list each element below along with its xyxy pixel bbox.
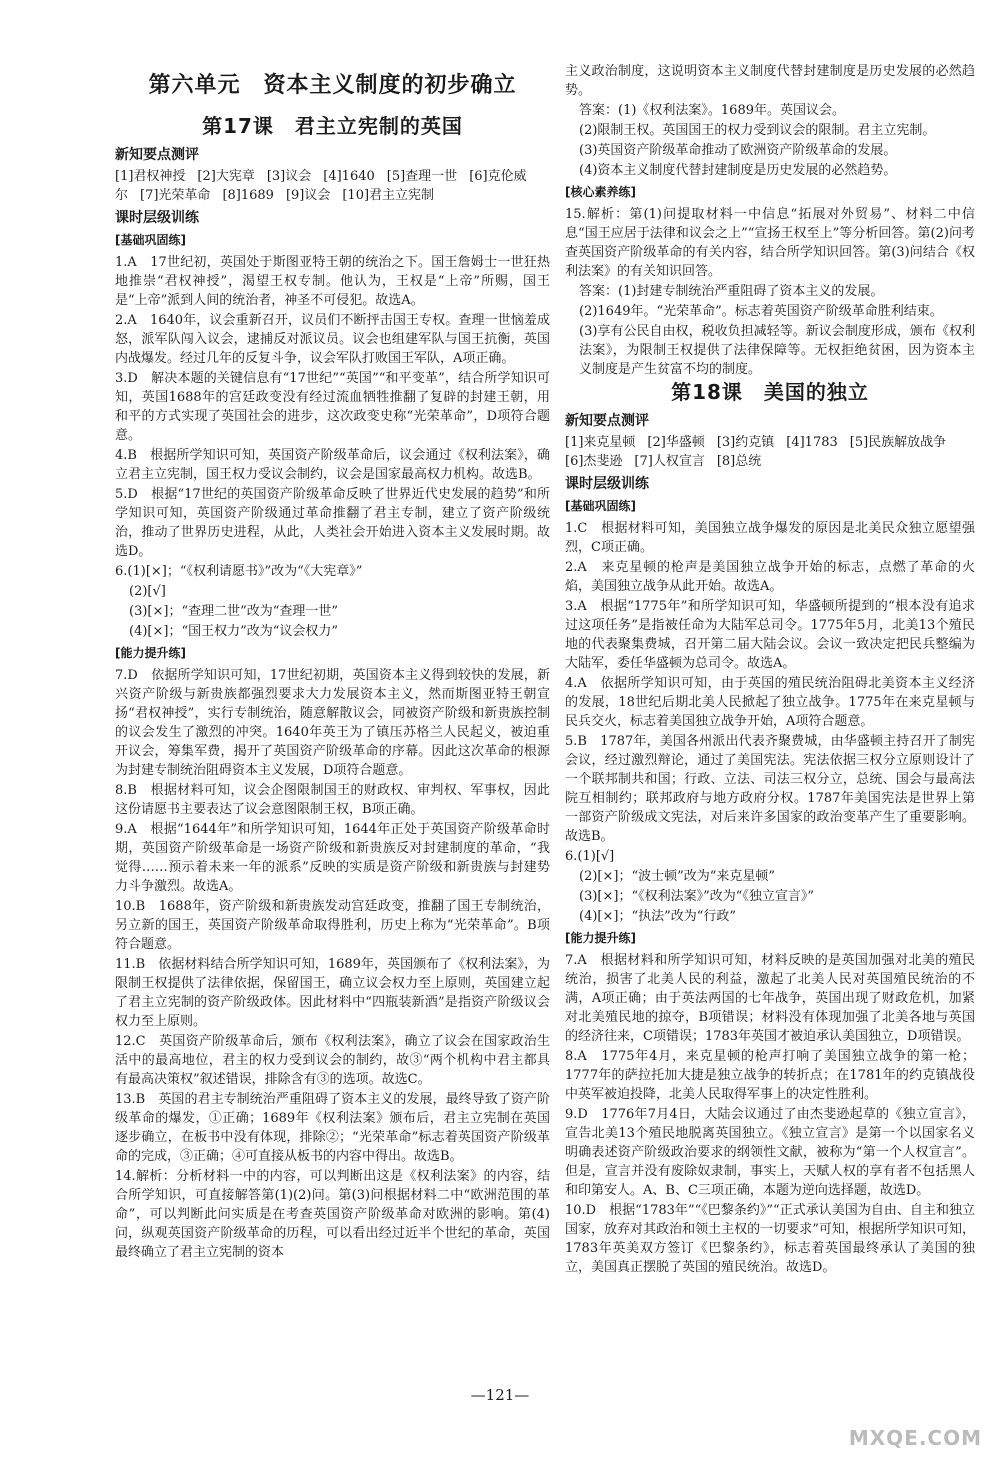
section-knowledge: 新知要点测评 (565, 413, 649, 429)
left-column (115, 62, 550, 1263)
answer-item: 7.D 依据所学知识可知，17世纪初期，英国资本主义得到较快的发展，新兴资产阶级与新贵族都强烈要求大力发展资本主义，然而斯图亚特王朝宣扬“君权神授”，实行专制统治，随意解散议会，同被资产阶级和新贵族控制的议会发生了激烈的冲突。1640年英王为了镇压苏格兰人民起义，被迫重开议会，筹集军费，揭开了英国资产阶级革命的序幕。因此这次革命的根源为封建专制统治阻碍资本主义发展，D项符合题意。 (115, 668, 550, 778)
kp-item: [1]君权神授 (115, 169, 186, 184)
basic-label: [基础巩固练] (565, 499, 636, 513)
answer-item: 5.B 1787年，美国各州派出代表齐聚费城，由华盛顿主持召开了制宪会议，经过激烈辩论，通过了美国宪法。宪法依据三权分立原则设计了一个联邦制共和国；行政、立法、司法三权分立，总统、国会与最高法院互相制约；联邦政府与地方政府分权。1787年美国宪法是世界上第一部资产阶级成文宪法，对后来许多国家的政治变革产生了重要影响。故选B。 (565, 734, 975, 844)
answer-item: 3.A 根据“1775年”和所学知识可知，华盛顿所提到的“根本没有追求过这项任务”是指被任命为大陆军总司令。1775年5月，北美13个殖民地的代表聚集费城，召开第二届大陆会议。会议一致决定把民兵整编为大陆军，委任华盛顿为总司令。故选A。 (565, 599, 975, 671)
page-number: —121— (470, 1386, 530, 1404)
answer-item: 8.B 根据材料可知，议会企图限制国王的财政权、审判权、军事权，因此这份请愿书主要表达了议会意图限制王权，B项正确。 (115, 783, 550, 817)
kp-item: [4]1640 (323, 169, 375, 184)
answer-item: 答案：(1)《权利法案》。1689年。英国议会。 (579, 103, 845, 118)
answer-item: 2.A 1640年，议会重新召开，议员们不断抨击国王专权。查理一世恼羞成怒，派军队闯入议会，逮捕反对派议员。议会也组建军队与国王抗衡，英国内战爆发。经过几年的反复斗争，议会军队打败国王军队，A项正确。 (115, 313, 550, 366)
answer-item: (2)[√] (129, 584, 166, 599)
answer-item: (2)限制王权。英国国王的权力受到议会的限制。君主立宪制。 (579, 123, 936, 138)
answer-item: 5.D 根据“17世纪的英国资产阶级革命反映了世界近代史发展的趋势”和所学知识可知，英国资产阶级通过革命推翻了君主专制，建立了资产阶级统治，推动了世界历史进程，从此，人类社会开始进入资本主义发展时期。故选D。 (115, 487, 550, 559)
answer-item: 9.A 根据“1644年”和所学知识可知，1644年正处于英国资产阶级革命时期，英国资产阶级革命是一场资产阶级和新贵族反对封建制度的革命，“我觉得……预示着未来一年的派系”反映的实质是资产阶级和新贵族与封建势力斗争激烈。故选A。 (115, 822, 550, 894)
basic-label: [基础巩固练] (115, 233, 186, 247)
kp-item: [8]总统 (716, 454, 762, 469)
knowledge-points (565, 433, 975, 471)
answer-item: 1.C 根据材料可知，美国独立战争爆发的原因是北美民众独立愿望强烈，C项正确。 (565, 521, 975, 555)
section-practice: 课时层级训练 (565, 476, 649, 492)
answer-item: (3)英国资产阶级革命推动了欧洲资产阶级革命的发展。 (579, 143, 897, 158)
answer-item: (2)1649年。“光荣革命”。标志着英国资产阶级革命胜利结束。 (579, 304, 943, 319)
answer-item: 2.A 来克星顿的枪声是美国独立战争开始的标志，点燃了革命的火焰，美国独立战争从此开始。故选A。 (565, 560, 975, 594)
kp-item: [2]大宪章 (197, 169, 255, 184)
kp-item: [7]人权宣言 (634, 454, 705, 469)
answer-item: (3)享有公民自由权，税收负担减轻等。新议会制度形成，颁布《权利法案》，为限制王权提供了法律保障等。无权拒绝贫困，因为资本主义制度是产生贫富不均的制度。 (579, 324, 975, 377)
knowledge-points (115, 167, 550, 205)
kp-item: [6]克伦威尔 (115, 169, 527, 203)
answer-item: 14.解析：分析材料一中的内容，可以判断出这是《权利法案》的内容，结合所学知识，可直接解答第(1)(2)问。第(3)问根据材料二中“欧洲范围的革命”，可以判断此问实质是在考查英国资产阶级革命对欧洲的影响。第(4)问，纵观英国资产阶级革命的历程，可以看出经过近半个世纪的革命，英国最终确立了君主立宪制的资本 (115, 1169, 550, 1260)
answer-item: 7.A 根据材料和所学知识可知，材料反映的是英国加强对北美的殖民统治，损害了北美人民的利益，激起了北美人民对英国殖民统治的不满，A项正确；由于英法两国的七年战争，英国出现了财政危机，加紧对北美殖民地的掠夺，B项错误；材料没有体现加强了北美各地与英国的经济往来，C项错误；1783年英国才被迫承认美国独立，D项错误。 (565, 953, 975, 1044)
core-label: [核心素养练] (565, 185, 636, 199)
lesson-18-title: 第18课 美国的独立 (671, 380, 869, 404)
answer-item: 10.D 根据“1783年”“《巴黎条约》”“正式承认美国为自由、自主和独立国家，放弃对其政治和领土主权的一切要求”可知，根据所学知识可知，1783年英美双方签订《巴黎条约》，标志着英国最终承认了美国的独立，美国真正摆脱了英国的殖民统治。故选D。 (565, 1203, 975, 1275)
section-practice: 课时层级训练 (115, 210, 199, 226)
ability-label: [能力提升练] (115, 646, 186, 660)
answer-item: (4)[×]；“国王权力”改为“议会权力” (129, 624, 339, 639)
answer-item: (4)[×]；“执法”改为“行政” (579, 909, 737, 924)
answer-item: 10.B 1688年，资产阶级和新贵族发动宫廷政变，推翻了国王专制统治，另立新的国王，英国资产阶级革命取得胜利，历史上称为“光荣革命”。B项符合题意。 (115, 899, 550, 952)
answer-item: 主义政治制度，这说明资本主义制度代替封建制度是历史发展的必然趋势。 (565, 64, 975, 98)
kp-item: [3]议会 (266, 169, 312, 184)
answer-item: 8.A 1775年4月，来克星顿的枪声打响了美国独立战争的第一枪；1777年的萨拉托加大捷是独立战争的转折点；在1781年的约克镇战役中英军被迫投降，北美人民取得军事上的决定性胜利。 (565, 1049, 975, 1102)
section-knowledge: 新知要点测评 (115, 147, 199, 163)
answer-item: 6.(1)[√] (565, 849, 615, 864)
kp-item: [8]1689 (222, 188, 274, 203)
watermark: MXQE.COM (848, 1426, 982, 1450)
kp-item: [10]君主立宪制 (342, 188, 435, 203)
kp-item: [3]约克镇 (716, 435, 775, 450)
lesson-17-title: 第17课 君主立宪制的英国 (202, 114, 463, 138)
answer-item: (3)[×]；“查理二世”改为“查理一世” (129, 604, 339, 619)
kp-item: [7]光荣革命 (140, 188, 211, 203)
answer-item: (2)[×]；“波士顿”改为“来克星顿” (579, 869, 776, 884)
ability-label: [能力提升练] (565, 931, 636, 945)
answer-item: 答案：(1)封建专制统治严重阻碍了资本主义的发展。 (579, 284, 884, 299)
kp-item: [9]议会 (285, 188, 331, 203)
answer-item: 13.B 英国的君主专制统治严重阻碍了资本主义的发展，最终导致了资产阶级革命的爆发，①正确；1689年《权利法案》颁布后，君主立宪制在英国逐步确立，在板书中没有体现，排除②；“光荣革命”标志着英国资产阶级革命的完成，③正确；④可直接从板书的内容中得出。故选B。 (115, 1092, 550, 1164)
answer-item: 3.D 解决本题的关键信息有“17世纪”“英国”“和平变革”，结合所学知识可知，英国1688年的宫廷政变没有经过流血牺牲推翻了复辟的封建王朝，用和平的方式实现了英国社会的进步，这次政变史称“光荣革命”，D项符合题意。 (115, 371, 550, 443)
answer-item: 11.B 依据材料结合所学知识可知，1689年，英国颁布了《权利法案》，为限制王权提供了法律依据，保留国王，确立议会权力至上原则，英国建立起了君主立宪制的资产阶级政体。因此材料中“四瓶装新酒”是指资产阶级议会权力至上原则。 (115, 957, 550, 1029)
answer-item: 15.解析：第(1)问提取材料一中信息“拓展对外贸易”、材料二中信息“国王应居于法律和议会之上”“宣扬王权至上”等分析回答。第(2)问考查英国资产阶级革命的有关内容，结合所学知识回答。第(3)问结合《权利法案》的有关知识回答。 (565, 207, 975, 279)
kp-item: [4]1783 (786, 435, 838, 450)
answer-item: (3)[×]；“《权利法案》”改为“《独立宣言》” (579, 889, 815, 904)
kp-item: [2]华盛顿 (647, 435, 705, 450)
answer-item: 12.C 英国资产阶级革命后，颁布《权利法案》，确立了议会在国家政治生活中的最高地位，君主的权力受到议会的制约，故③“两个机构中君主都具有最高决策权”叙述错误，排除含有③的选项。故选C。 (115, 1034, 550, 1087)
answer-item: 4.B 根据所学知识可知，英国资产阶级革命后，议会通过《权利法案》，确立君主立宪制，国王权力受议会制约，议会是国家最高权力机构。故选B。 (115, 448, 550, 482)
answer-item: 4.A 依据所学知识可知，由于英国的殖民统治阻碍北美资本主义经济的发展，18世纪后期北美人民掀起了独立战争。1775年在来克星顿与民兵交火，标志着美国独立战争开始，A项符合题意。 (565, 676, 975, 729)
kp-item: [5]查理一世 (386, 169, 458, 184)
kp-item: [5]民族解放战争 (849, 435, 947, 450)
answer-item: (4)资本主义制度代替封建制度是历史发展的必然趋势。 (579, 163, 897, 178)
answer-item: 1.A 17世纪初，英国处于斯图亚特王朝的统治之下。国王詹姆士一世狂热地推崇“君权神授”，渴望王权专制。他认为，王权是“上帝”所赐，国王是“上帝”派到人间的统治者，神圣不可侵犯。故选A。 (115, 255, 550, 308)
kp-item: [6]杰斐逊 (565, 454, 623, 469)
answer-item: 9.D 1776年7月4日，大陆会议通过了由杰斐逊起草的《独立宣言》，宣告北美13个殖民地脱离英国独立。《独立宣言》是第一个以国家名义明确表述资产阶级政治要求的纲领性文献，被称为“第一个人权宣言”。但是，宣言并没有废除奴隶制，事实上，天赋人权的享有者不包括黑人和印第安人。A、B、C三项正确，本题为逆向选择题，故选D。 (565, 1107, 975, 1198)
kp-item: [1]来克星顿 (565, 435, 636, 450)
answer-item: 6.(1)[×]；“《权利请愿书》”改为“《大宪章》” (115, 564, 363, 579)
unit-title: 第六单元 资本主义制度的初步确立 (148, 73, 517, 98)
right-column (565, 62, 975, 1278)
